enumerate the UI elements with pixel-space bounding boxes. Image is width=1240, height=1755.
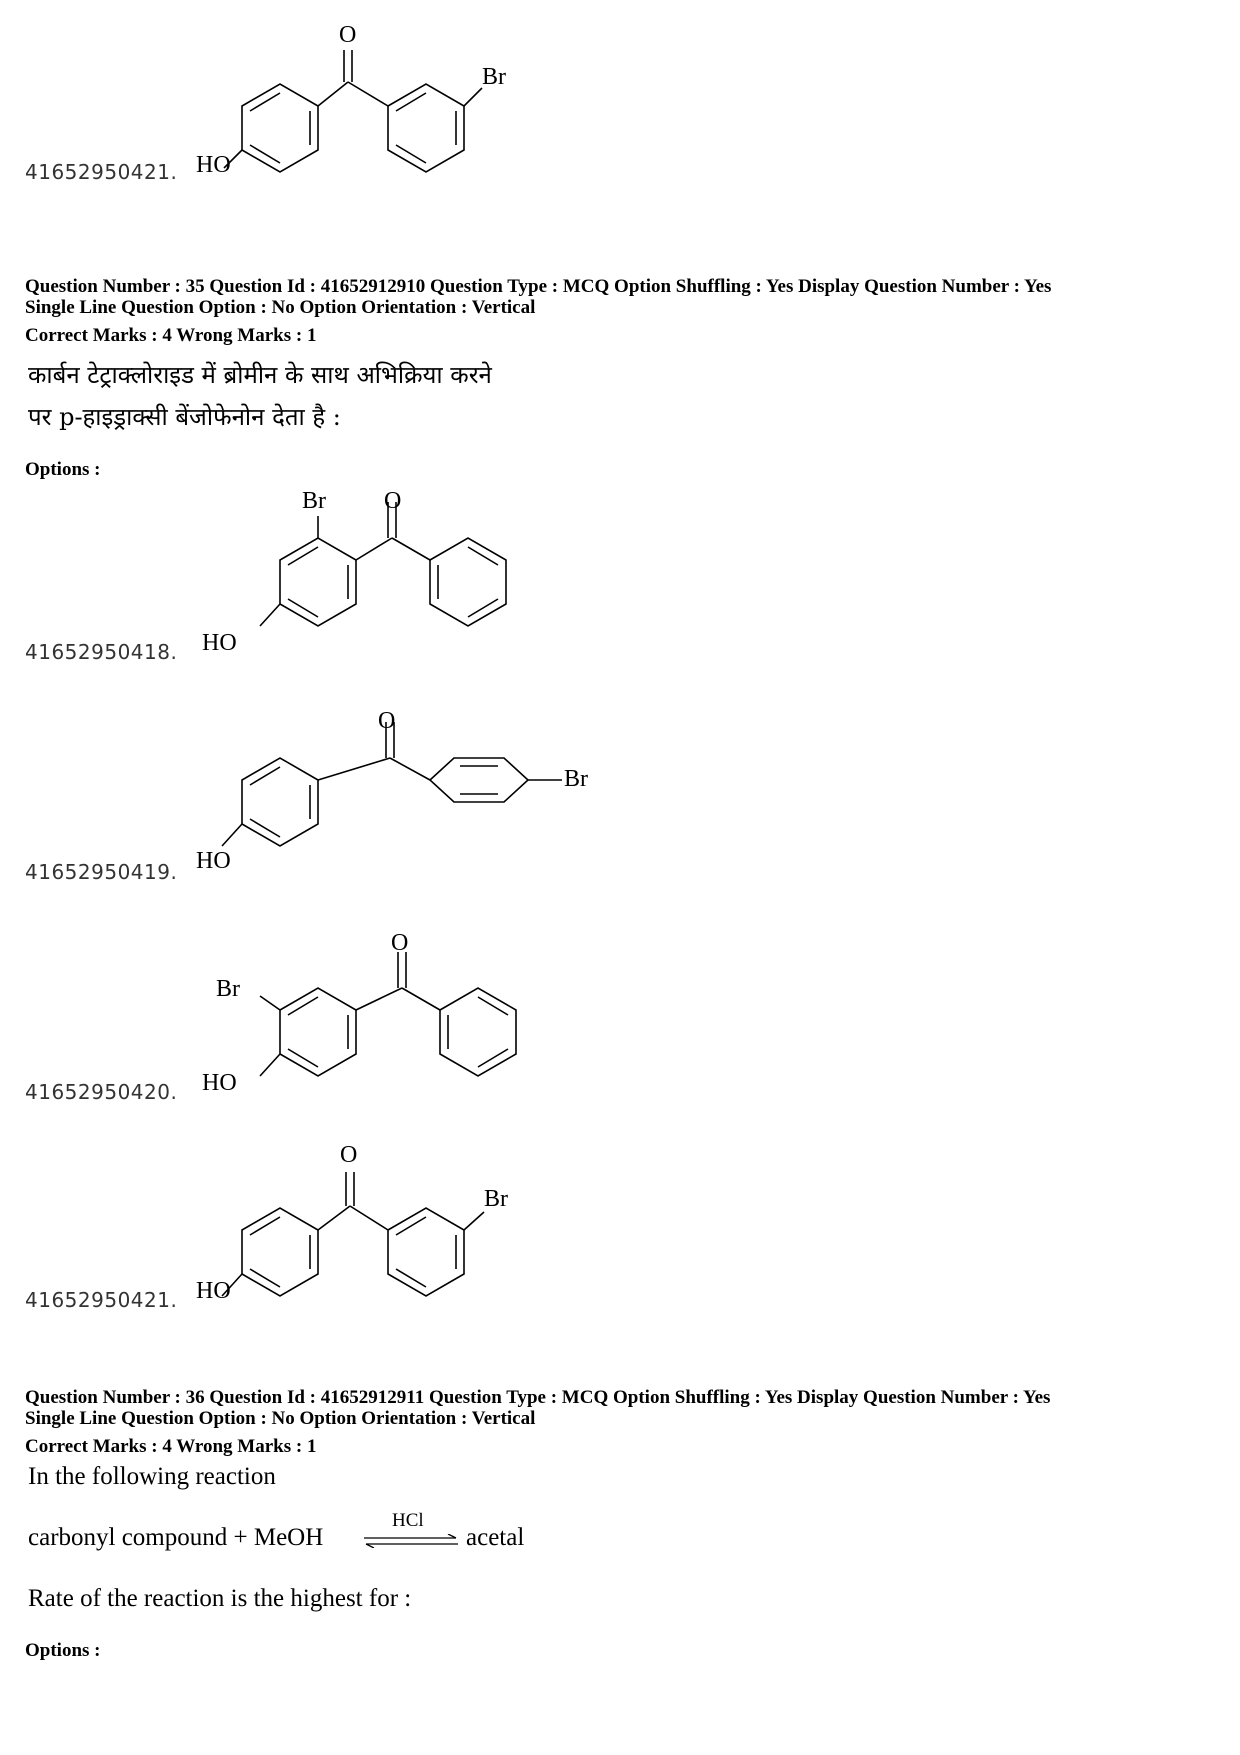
hydroxyl-label: HO — [196, 1278, 231, 1304]
options-label: Options : — [25, 459, 101, 480]
carbonyl-oxygen-label: O — [384, 488, 402, 514]
bromine-label: Br — [482, 64, 506, 90]
molecule-drawing — [0, 700, 1240, 880]
option-id: 41652950421. — [25, 1288, 178, 1312]
hydroxyl-label: HO — [202, 1070, 237, 1096]
bromine-label: Br — [564, 766, 588, 792]
reaction-reagent: HCl — [392, 1510, 424, 1531]
options-label: Options : — [25, 1640, 101, 1661]
question-marks: Correct Marks : 4 Wrong Marks : 1 — [25, 325, 317, 346]
question-text-line3: Rate of the reaction is the highest for : — [28, 1585, 412, 1612]
carbonyl-oxygen-label: O — [340, 1142, 358, 1168]
hydroxyl-label: HO — [196, 152, 231, 178]
molecule-drawing — [0, 0, 1240, 200]
hydroxyl-label: HO — [202, 630, 237, 656]
reaction-product: acetal — [466, 1524, 525, 1551]
option-id: 41652950420. — [25, 1080, 178, 1104]
carbonyl-oxygen-label: O — [339, 22, 357, 48]
question-meta-line2: Single Line Question Option : No Option Orientation : Vertical — [25, 297, 536, 318]
carbonyl-oxygen-label: O — [391, 930, 409, 956]
option-id: 41652950421. — [25, 160, 178, 184]
molecule-drawing — [0, 480, 1240, 660]
question-text-line1: कार्बन टेट्राक्लोराइड में ब्रोमीन के साथ अभिक्रिया करने — [28, 361, 492, 389]
question-text-line1: In the following reaction — [28, 1463, 276, 1490]
question-text-line2: पर p-हाइड्राक्सी बेंजोफेनोन देता है : — [28, 403, 341, 431]
hydroxyl-label: HO — [196, 848, 231, 874]
question-marks: Correct Marks : 4 Wrong Marks : 1 — [25, 1436, 317, 1457]
molecule-drawing — [0, 930, 1240, 1110]
bromine-label: Br — [216, 976, 240, 1002]
option-id: 41652950418. — [25, 640, 178, 664]
option-id: 41652950419. — [25, 860, 178, 884]
question-meta-line1: Question Number : 36 Question Id : 41652912911 Question Type : MCQ Option Shuffling : Yes Display Question Number : Yes — [25, 1387, 1051, 1408]
reaction-reactants: carbonyl compound + MeOH — [28, 1524, 324, 1551]
equilibrium-arrow-icon — [362, 1534, 462, 1548]
carbonyl-oxygen-label: O — [378, 708, 396, 734]
bromine-label: Br — [302, 488, 326, 514]
molecule-drawing — [0, 1150, 1240, 1330]
bromine-label: Br — [484, 1186, 508, 1212]
question-meta-line2: Single Line Question Option : No Option Orientation : Vertical — [25, 1408, 536, 1429]
question-meta-line1: Question Number : 35 Question Id : 41652912910 Question Type : MCQ Option Shuffling : Yes Display Question Number : Yes — [25, 276, 1052, 297]
